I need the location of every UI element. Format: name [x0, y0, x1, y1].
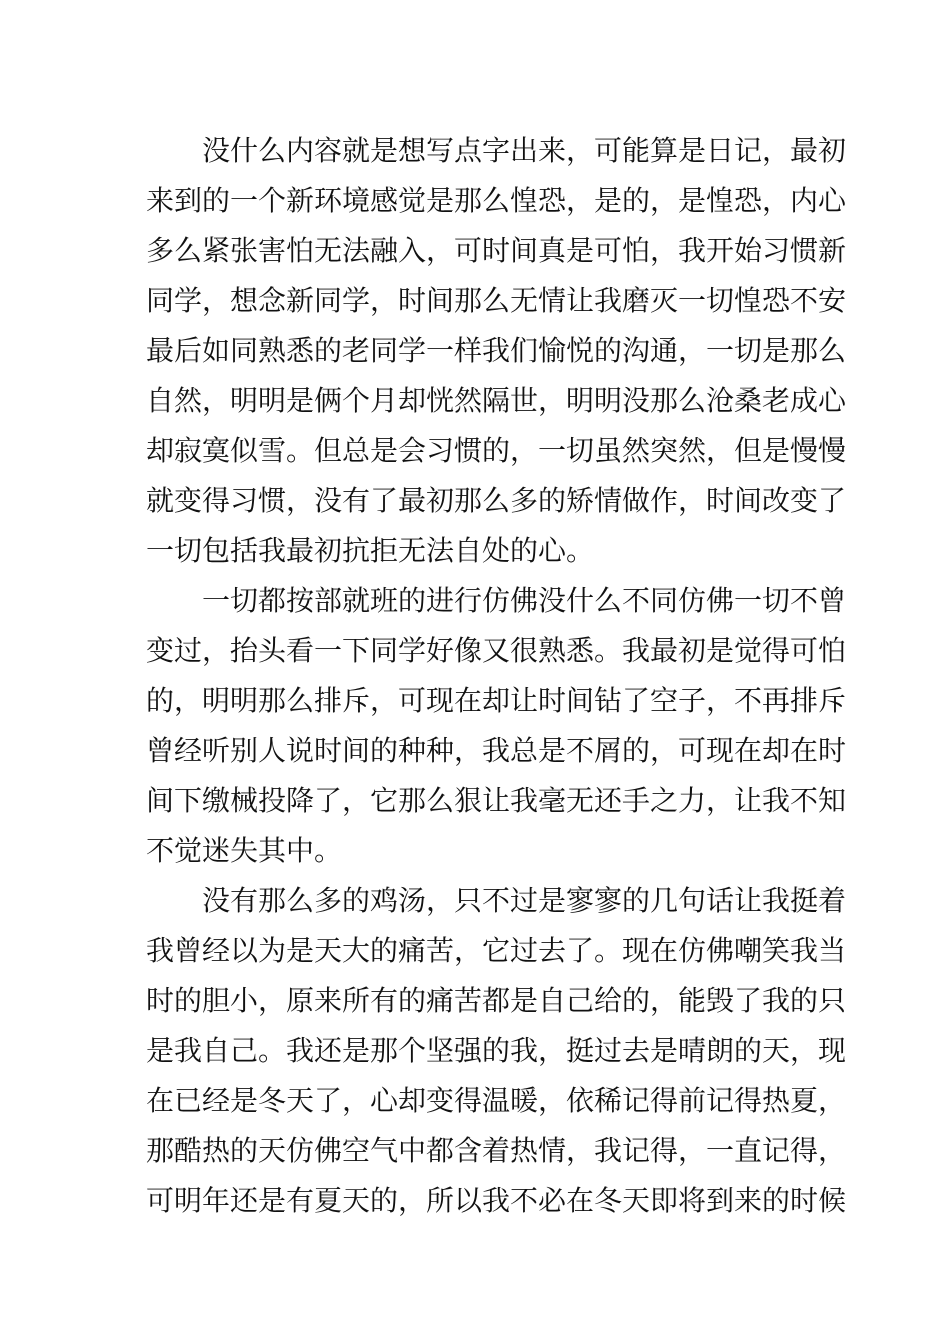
paragraph-line: 没有那么多的鸡汤，只不过是寥寥的几句话让我挺着: [202, 884, 847, 917]
paragraph-line: 却寂寞似雪。但总是会习惯的，一切虽然突然，但是慢慢: [146, 434, 847, 467]
paragraph-line: 不觉迷失其中。: [146, 834, 343, 867]
paragraph-line: 多么紧张害怕无法融入，可时间真是可怕，我开始习惯新: [146, 234, 847, 267]
paragraph-line: 间下缴械投降了，它那么狠让我毫无还手之力，让我不知: [146, 784, 847, 817]
paragraph-line: 自然，明明是俩个月却恍然隔世，明明没那么沧桑老成心: [146, 384, 847, 417]
paragraph-line: 同学，想念新同学，时间那么无情让我磨灭一切惶恐不安: [146, 284, 847, 317]
paragraph-line: 最后如同熟悉的老同学一样我们愉悦的沟通，一切是那么: [146, 334, 847, 367]
paragraph-2: [146, 576, 847, 876]
paragraph-line: 一切包括我最初抗拒无法自处的心。: [146, 534, 595, 567]
paragraph-3: [146, 876, 847, 1226]
paragraph-line: 的，明明那么排斥，可现在却让时间钻了空子，不再排斥: [146, 684, 847, 717]
paragraph-line: 变过，抬头看一下同学好像又很熟悉。我最初是觉得可怕: [146, 634, 847, 667]
document-body: [146, 126, 847, 1226]
paragraph-line: 我曾经以为是天大的痛苦，它过去了。现在仿佛嘲笑我当: [146, 934, 847, 967]
paragraph-line: 就变得习惯，没有了最初那么多的矫情做作，时间改变了: [146, 484, 847, 517]
paragraph-line: 那酷热的天仿佛空气中都含着热情，我记得，一直记得，: [146, 1134, 847, 1167]
paragraph-line: 是我自己。我还是那个坚强的我，挺过去是晴朗的天，现: [146, 1034, 847, 1067]
paragraph-line: 曾经听别人说时间的种种，我总是不屑的，可现在却在时: [146, 734, 847, 767]
paragraph-line: 在已经是冬天了，心却变得温暖，依稀记得前记得热夏，: [146, 1084, 847, 1117]
paragraph-1: [146, 126, 847, 576]
paragraph-line: 一切都按部就班的进行仿佛没什么不同仿佛一切不曾: [202, 584, 847, 617]
paragraph-line: 来到的一个新环境感觉是那么惶恐，是的，是惶恐，内心: [146, 184, 847, 217]
paragraph-line: 可明年还是有夏天的，所以我不必在冬天即将到来的时候: [146, 1184, 847, 1217]
paragraph-line: 没什么内容就是想写点字出来，可能算是日记，最初: [202, 134, 847, 167]
paragraph-line: 时的胆小，原来所有的痛苦都是自己给的，能毁了我的只: [146, 984, 847, 1017]
